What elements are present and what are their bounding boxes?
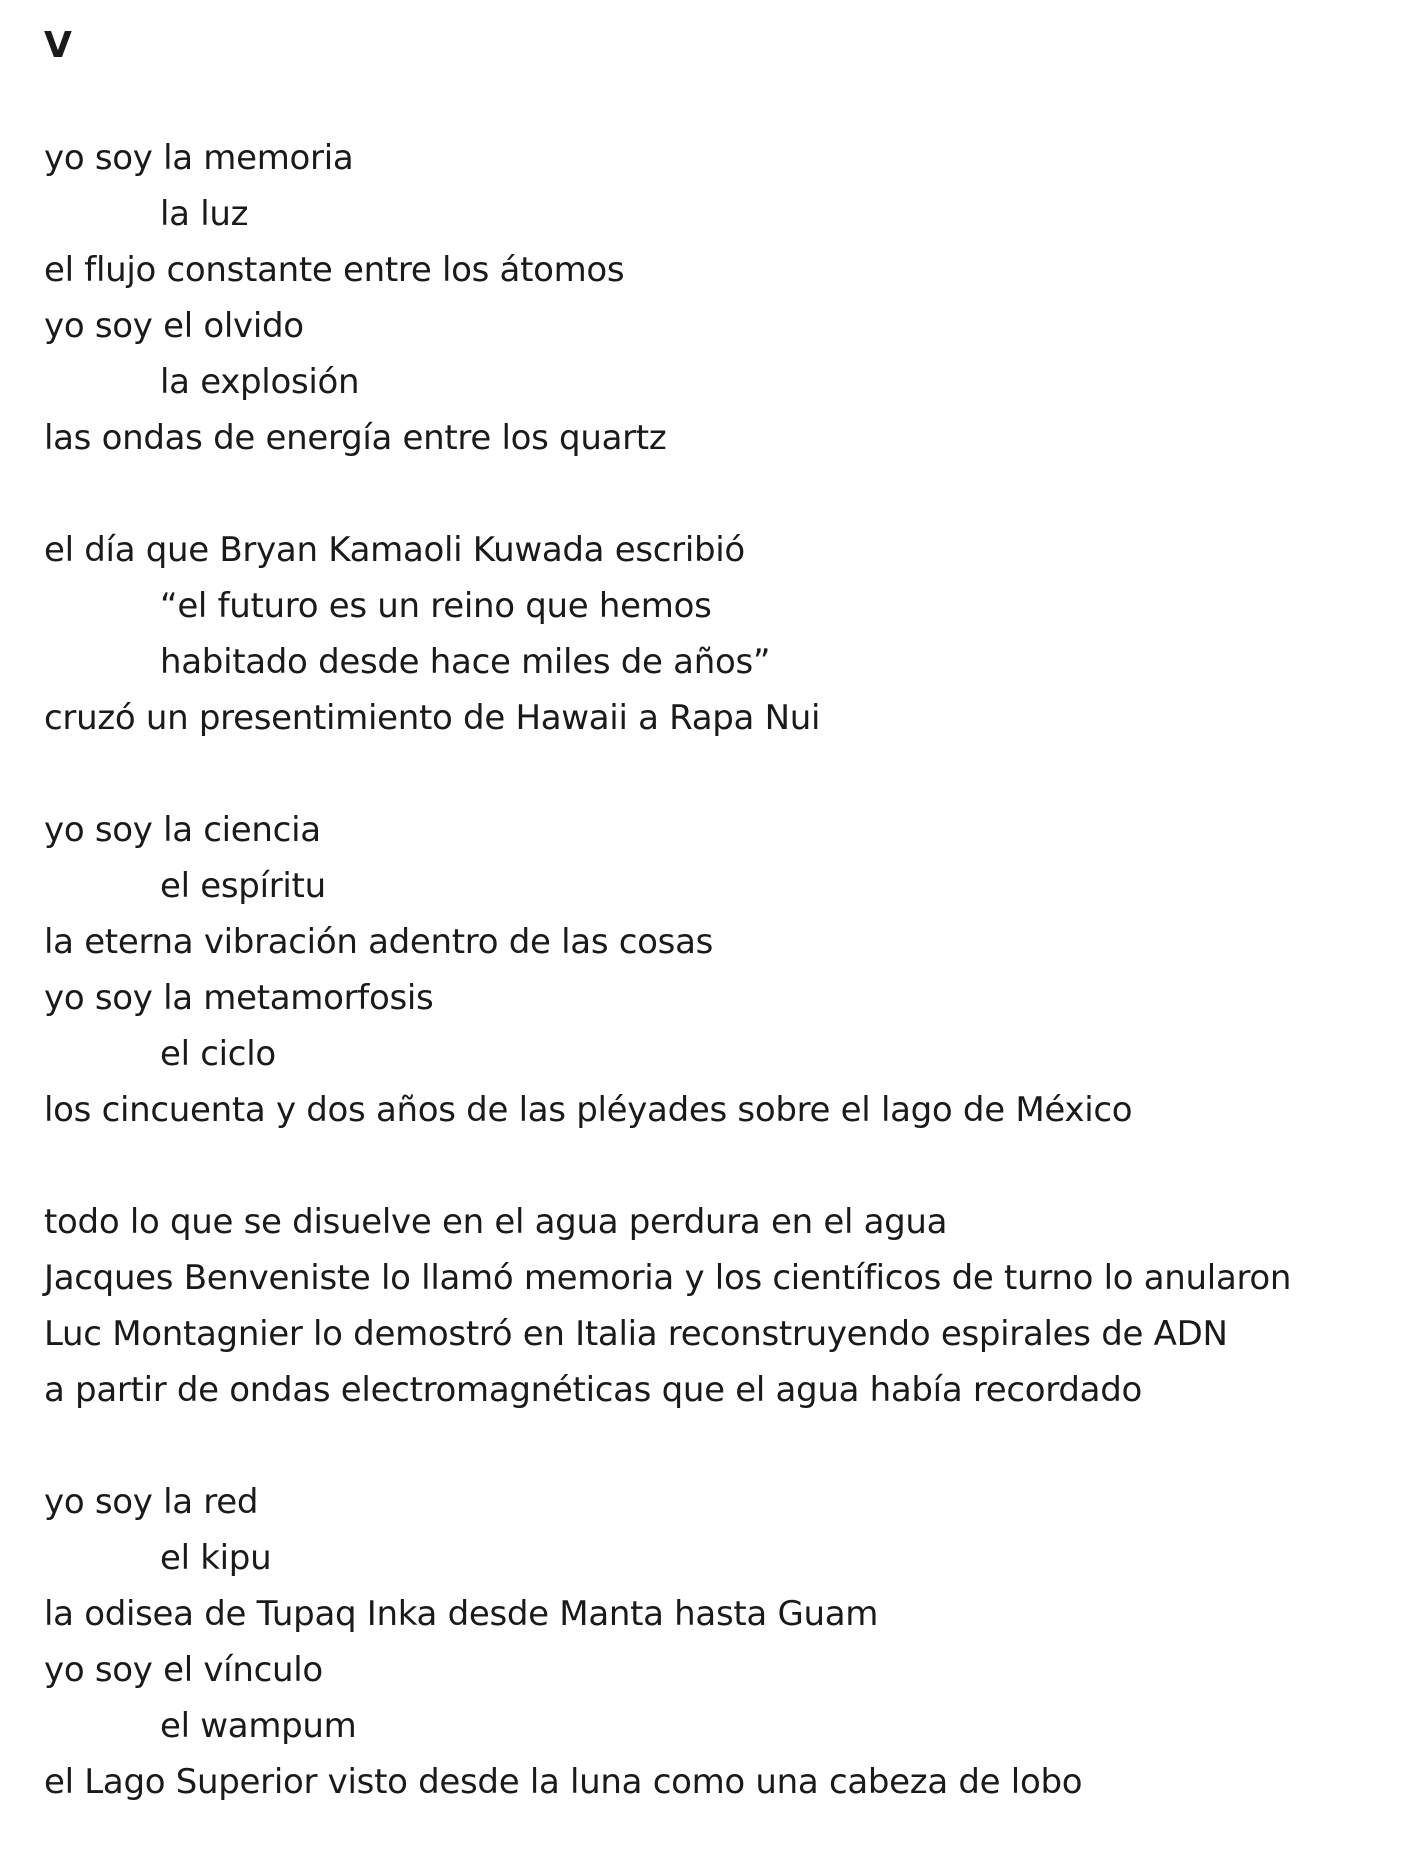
poem-line: todo lo que se disuelve en el agua perdura en el agua (44, 1202, 948, 1242)
poem-line: yo soy la memoria (44, 138, 354, 178)
poem-line: Jacques Benveniste lo llamó memoria y los científicos de turno lo anularon (44, 1258, 1292, 1298)
poem-line: cruzó un presentimiento de Hawaii a Rapa Nui (44, 698, 821, 738)
poem-line-indented: la explosión (160, 362, 360, 402)
poem-line: el flujo constante entre los átomos (44, 250, 625, 290)
poem-line-indented: el espíritu (160, 866, 326, 906)
poem-line-indented: habitado desde hace miles de años” (160, 642, 771, 682)
poem-body (44, 130, 1404, 1866)
stanza (44, 1194, 1404, 1418)
stanza (44, 1474, 1404, 1810)
stanza (44, 802, 1404, 1138)
poem-line: yo soy el olvido (44, 306, 304, 346)
poem-line: Luc Montagnier lo demostró en Italia reconstruyendo espirales de ADN (44, 1314, 1228, 1354)
poem-line-indented: la luz (160, 194, 249, 234)
poem-line-indented: el kipu (160, 1538, 272, 1578)
poem-line: la odisea de Tupaq Inka desde Manta hasta Guam (44, 1594, 879, 1634)
poem-line: yo soy la ciencia (44, 810, 321, 850)
stanza (44, 522, 1404, 746)
poem-line-indented: el ciclo (160, 1034, 276, 1074)
poem-line: yo soy el vínculo (44, 1650, 323, 1690)
section-heading: V (44, 25, 72, 66)
poem-line: yo soy la red (44, 1482, 259, 1522)
poem-line: la eterna vibración adentro de las cosas (44, 922, 714, 962)
poem-line: el Lago Superior visto desde la luna como una cabeza de lobo (44, 1762, 1083, 1802)
poem-line-indented: “el futuro es un reino que hemos (160, 586, 712, 626)
poem-line: yo soy la metamorfosis (44, 978, 434, 1018)
poem-line: los cincuenta y dos años de las pléyades sobre el lago de México (44, 1090, 1133, 1130)
poem-line: a partir de ondas electromagnéticas que el agua había recordado (44, 1370, 1142, 1410)
poem-line: el día que Bryan Kamaoli Kuwada escribió (44, 530, 745, 570)
poem-line: las ondas de energía entre los quartz (44, 418, 667, 458)
stanza (44, 130, 1404, 466)
poem-line-indented: el wampum (160, 1706, 357, 1746)
